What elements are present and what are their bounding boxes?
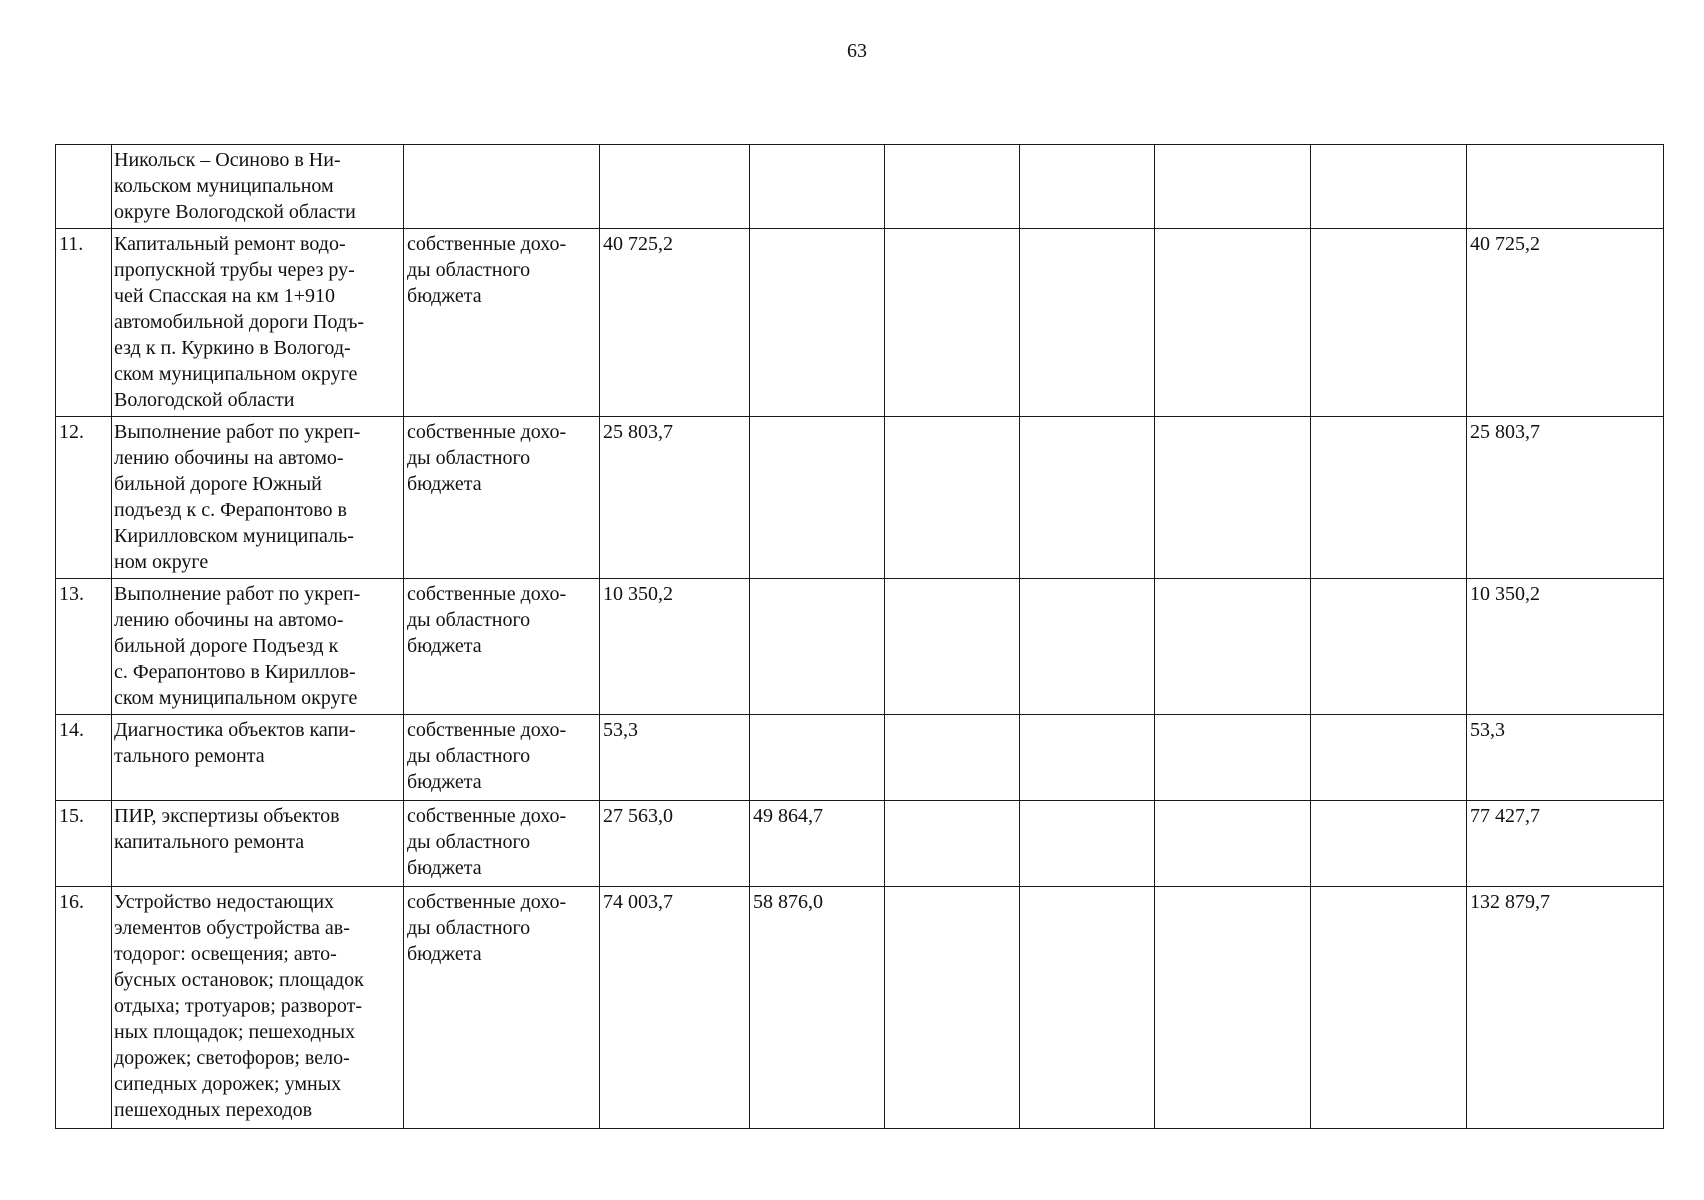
amount-cell-1: 53,3 <box>600 715 750 801</box>
amount-cell-5 <box>1155 801 1311 887</box>
amount-cell-6 <box>1311 145 1467 229</box>
row-number-cell: 13. <box>56 579 112 715</box>
amount-cell-4 <box>1020 715 1155 801</box>
amount-cell-5 <box>1155 887 1311 1129</box>
total-cell: 53,3 <box>1467 715 1664 801</box>
amount-cell-2 <box>750 229 885 417</box>
amount-cell-4 <box>1020 145 1155 229</box>
amount-cell-5 <box>1155 145 1311 229</box>
amount-cell-6 <box>1311 417 1467 579</box>
row-number-cell: 12. <box>56 417 112 579</box>
table-row <box>56 887 1664 1129</box>
amount-cell-5 <box>1155 715 1311 801</box>
amount-cell-2: 49 864,7 <box>750 801 885 887</box>
amount-cell-6 <box>1311 887 1467 1129</box>
amount-cell-4 <box>1020 579 1155 715</box>
description-cell: Устройство недостающих элементов обустройства ав- тодорог: освещения; авто- бусных остановок; площадок отдыха; тротуаров; разворот- ных площадок; пешеходных дорожек; светофоров; вело- сипедных дорожек; умных пешеходных переходов <box>112 887 404 1129</box>
amount-cell-3 <box>885 417 1020 579</box>
amount-cell-4 <box>1020 229 1155 417</box>
table-row <box>56 229 1664 417</box>
amount-cell-6 <box>1311 801 1467 887</box>
amount-cell-3 <box>885 579 1020 715</box>
amount-cell-2 <box>750 145 885 229</box>
amount-cell-3 <box>885 715 1020 801</box>
amount-cell-6 <box>1311 715 1467 801</box>
table-row <box>56 715 1664 801</box>
description-cell: Выполнение работ по укреп- лению обочины на автомо- бильной дороге Подъезд к с. Ферапонтово в Кириллов- ском муниципальном округе <box>112 579 404 715</box>
amount-cell-4 <box>1020 801 1155 887</box>
amount-cell-2 <box>750 715 885 801</box>
table-row <box>56 801 1664 887</box>
amount-cell-4 <box>1020 887 1155 1129</box>
description-cell: Никольск – Осиново в Ни- кольском муниципальном округе Вологодской области <box>112 145 404 229</box>
page-number: 63 <box>847 40 867 62</box>
total-cell: 40 725,2 <box>1467 229 1664 417</box>
amount-cell-1: 40 725,2 <box>600 229 750 417</box>
amount-cell-3 <box>885 887 1020 1129</box>
amount-cell-3 <box>885 801 1020 887</box>
funding-source-cell: собственные дохо- ды областного бюджета <box>404 801 600 887</box>
funding-source-cell: собственные дохо- ды областного бюджета <box>404 887 600 1129</box>
funding-source-cell: собственные дохо- ды областного бюджета <box>404 229 600 417</box>
funding-source-cell: собственные дохо- ды областного бюджета <box>404 579 600 715</box>
table-row <box>56 579 1664 715</box>
total-cell: 77 427,7 <box>1467 801 1664 887</box>
amount-cell-5 <box>1155 579 1311 715</box>
description-cell: Выполнение работ по укреп- лению обочины на автомо- бильной дороге Южный подъезд к с. Ферапонтово в Кирилловском муниципаль- ном округе <box>112 417 404 579</box>
description-cell: ПИР, экспертизы объектов капитального ремонта <box>112 801 404 887</box>
table-row <box>56 417 1664 579</box>
amount-cell-1: 25 803,7 <box>600 417 750 579</box>
amount-cell-1: 27 563,0 <box>600 801 750 887</box>
total-cell: 10 350,2 <box>1467 579 1664 715</box>
amount-cell-2 <box>750 579 885 715</box>
budget-table <box>55 144 1664 1129</box>
amount-cell-2: 58 876,0 <box>750 887 885 1129</box>
amount-cell-5 <box>1155 229 1311 417</box>
description-cell: Капитальный ремонт водо- пропускной трубы через ру- чей Спасская на км 1+910 автомобильной дороги Подъ- езд к п. Куркино в Вологод- ском муниципальном округе Вологодской области <box>112 229 404 417</box>
amount-cell-3 <box>885 145 1020 229</box>
total-cell: 132 879,7 <box>1467 887 1664 1129</box>
amount-cell-3 <box>885 229 1020 417</box>
funding-source-cell: собственные дохо- ды областного бюджета <box>404 417 600 579</box>
row-number-cell <box>56 145 112 229</box>
amount-cell-1 <box>600 145 750 229</box>
row-number-cell: 14. <box>56 715 112 801</box>
funding-source-cell <box>404 145 600 229</box>
row-number-cell: 15. <box>56 801 112 887</box>
amount-cell-6 <box>1311 579 1467 715</box>
amount-cell-1: 74 003,7 <box>600 887 750 1129</box>
table-row <box>56 145 1664 229</box>
amount-cell-5 <box>1155 417 1311 579</box>
row-number-cell: 11. <box>56 229 112 417</box>
total-cell <box>1467 145 1664 229</box>
description-cell: Диагностика объектов капи- тального ремонта <box>112 715 404 801</box>
funding-source-cell: собственные дохо- ды областного бюджета <box>404 715 600 801</box>
row-number-cell: 16. <box>56 887 112 1129</box>
total-cell: 25 803,7 <box>1467 417 1664 579</box>
amount-cell-1: 10 350,2 <box>600 579 750 715</box>
amount-cell-2 <box>750 417 885 579</box>
amount-cell-6 <box>1311 229 1467 417</box>
amount-cell-4 <box>1020 417 1155 579</box>
